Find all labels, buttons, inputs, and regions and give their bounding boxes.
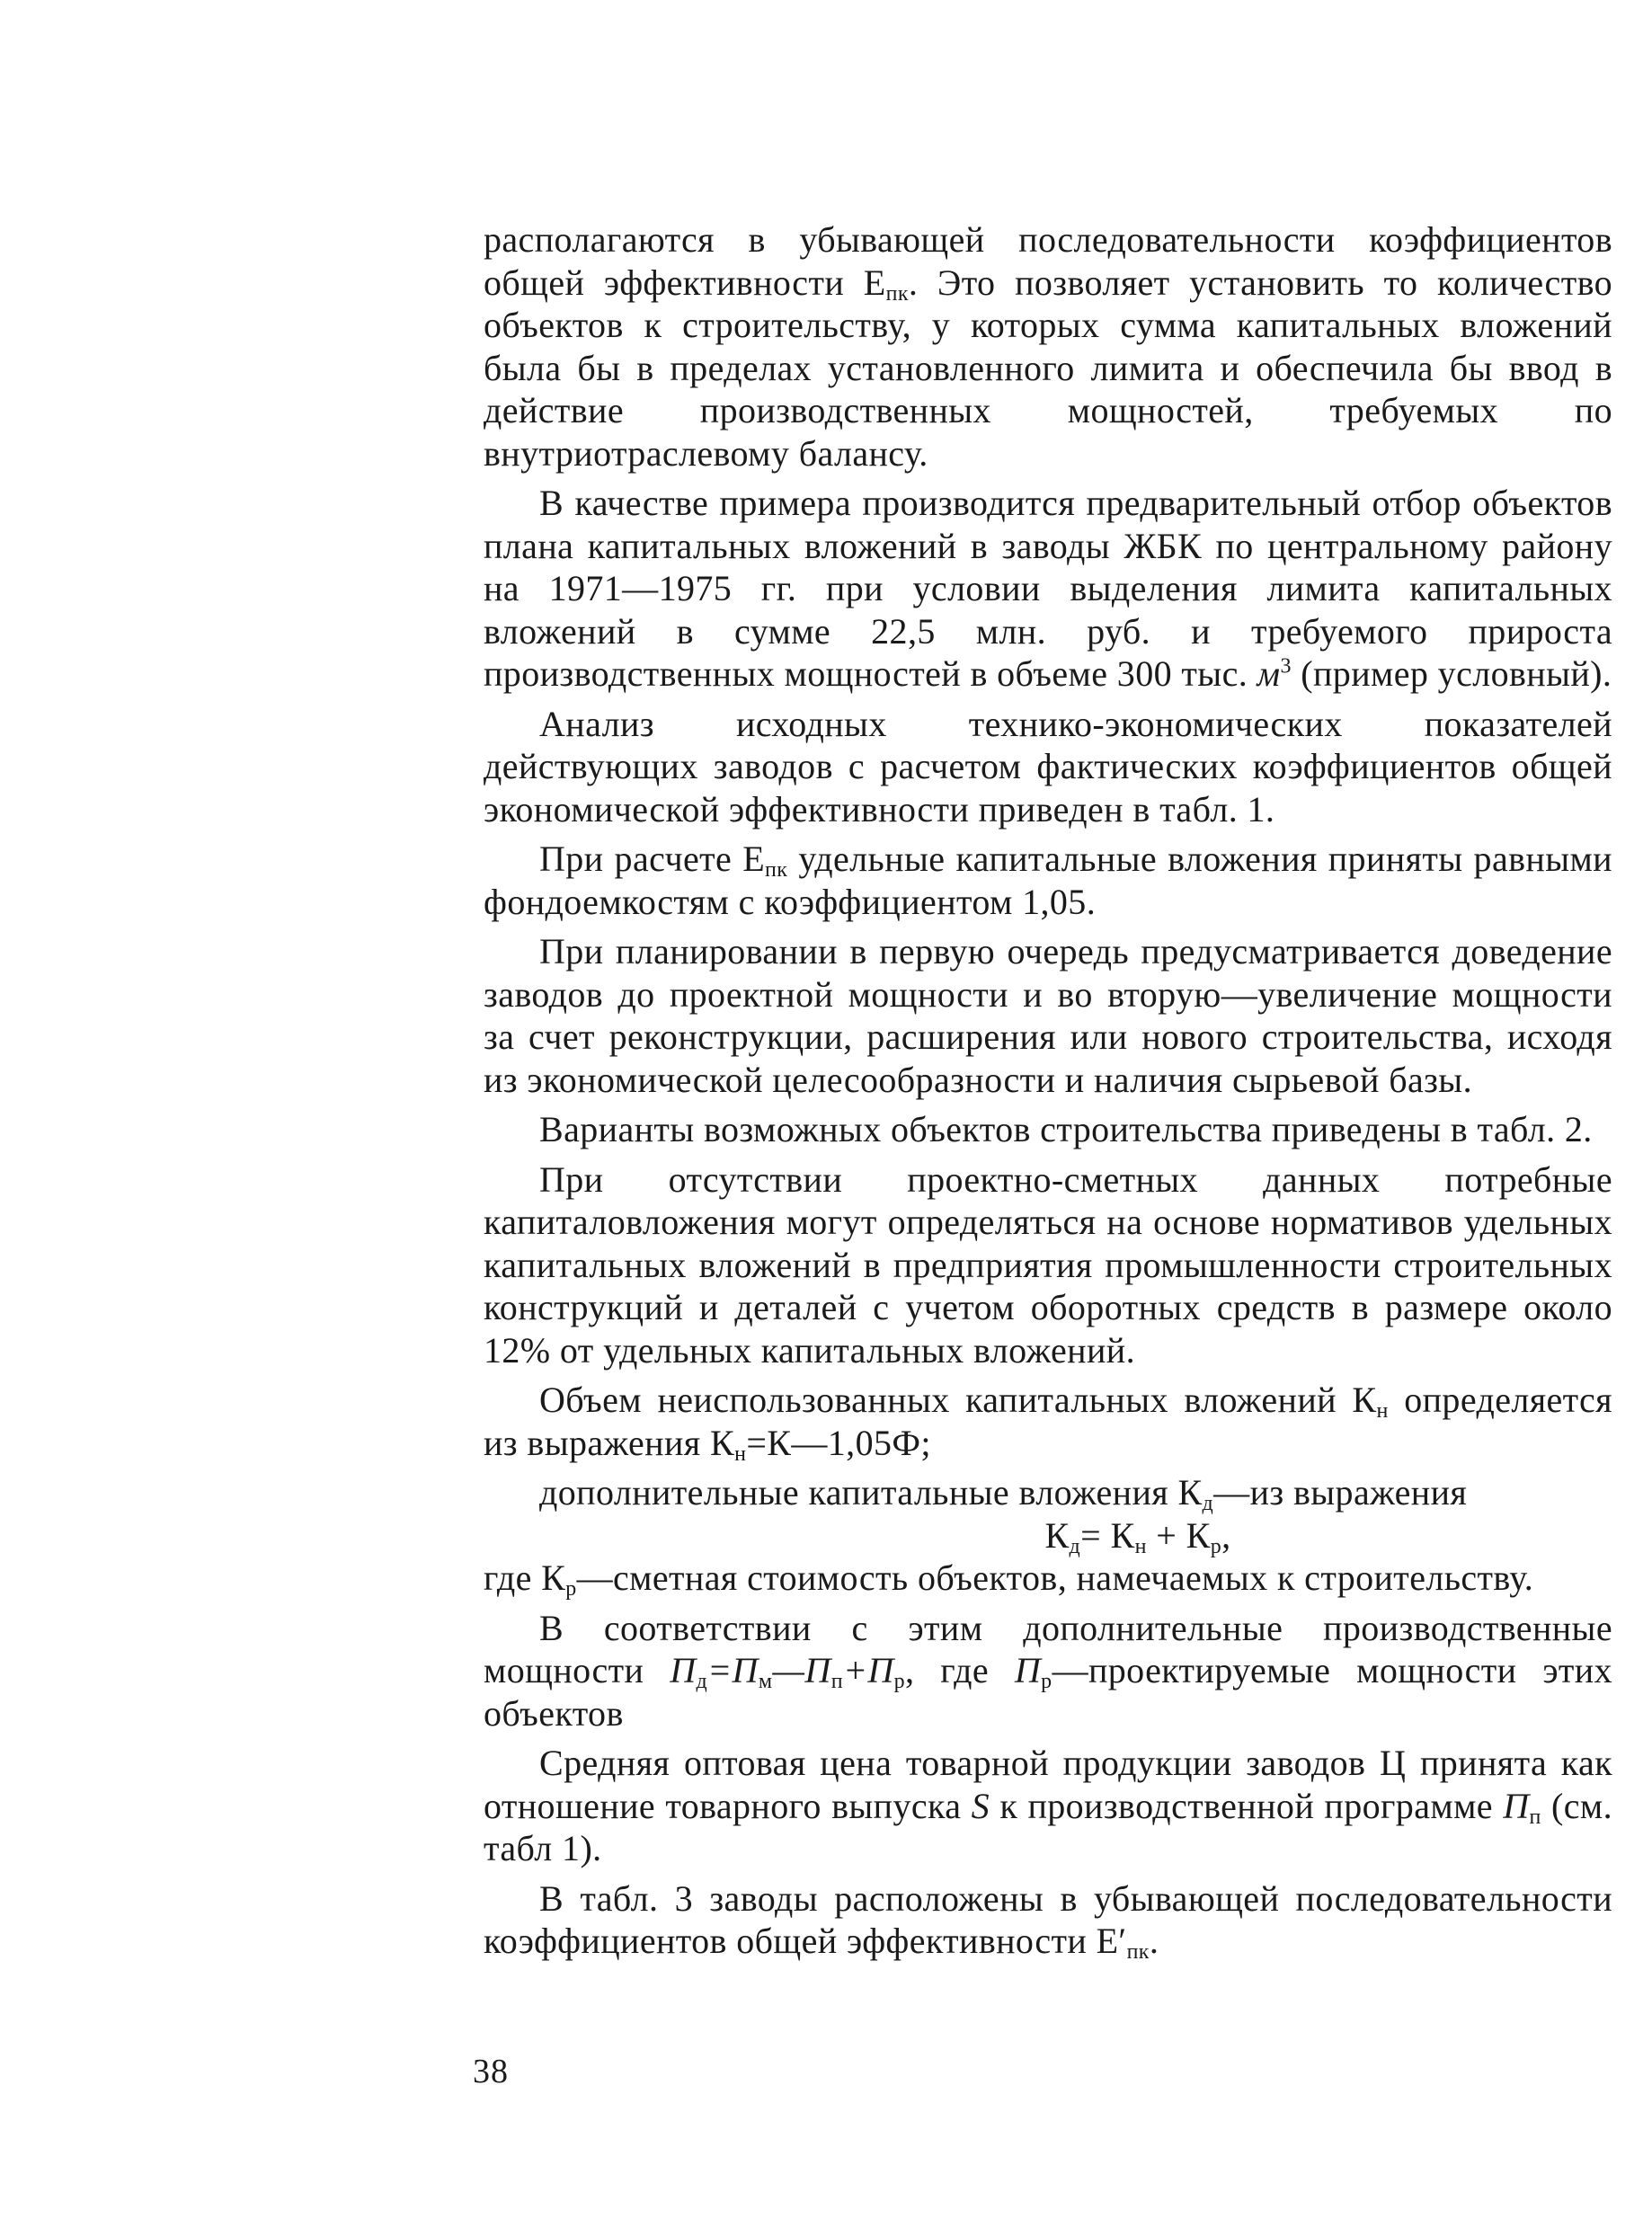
- subscript: пк: [1126, 1940, 1150, 1964]
- text-run: определяется из выражения К: [484, 1380, 1612, 1463]
- text-run: .: [1149, 1921, 1159, 1961]
- text-run: удельные капитальные вложения приняты равными фондоемкостям с коэффициентом 1,05.: [484, 838, 1612, 922]
- subscript: р: [1210, 1534, 1222, 1558]
- subscript: пк: [765, 858, 788, 882]
- page-number: 38: [473, 2053, 509, 2090]
- formula-term: S: [971, 1785, 990, 1826]
- subscript: п: [1529, 1805, 1541, 1829]
- subscript: р: [565, 1577, 577, 1601]
- text-run: В табл. 3 заводы расположены в убывающей последовательности коэффициентов общей эффективности Е′: [484, 1877, 1612, 1961]
- paragraph-8: [484, 1379, 1612, 1464]
- subscript: д: [1202, 1492, 1214, 1515]
- text-run: —проектируемые мощности этих объектов: [484, 1650, 1612, 1734]
- formula-term: —П: [772, 1650, 831, 1690]
- paragraph-5: При планировании в первую очередь предусматривается доведение заводов до проектной мощности и во вторую—увеличение мощности за счет реконструкции, расширения или нового строительства, исходя из экономической целесообразности и наличия сырьевой базы.: [484, 931, 1612, 1100]
- text-run: =К—1,05Ф;: [746, 1422, 931, 1463]
- formula-kd: [484, 1514, 1612, 1557]
- subscript: м: [758, 1670, 773, 1693]
- paragraph-9: [484, 1471, 1612, 1514]
- paragraph-4: [484, 838, 1612, 923]
- formula-term: =П: [707, 1650, 759, 1690]
- subscript: н: [1376, 1399, 1389, 1423]
- text-run: (пример условный).: [1291, 653, 1612, 694]
- subscript: н: [734, 1442, 747, 1466]
- paragraph-11: [484, 1607, 1612, 1735]
- text-run: . Это позволяет установить то количество объектов к строительству, у которых сумма капитальных вложений была бы в пределах установленного лимита и обеспечила бы ввод в действие производственных мощностей, требуемых по внутриотраслевому балансу.: [484, 262, 1612, 474]
- page-body-text: [484, 218, 1612, 1970]
- text-run: В соответствии с этим дополнительные производственные мощности: [484, 1607, 1612, 1690]
- text-run: к производственной программе: [990, 1785, 1504, 1826]
- paragraph-1: [484, 218, 1612, 475]
- subscript: н: [1134, 1534, 1147, 1558]
- text-run: располагаются в убывающей последовательности коэффициентов общей эффективности Е: [484, 219, 1612, 303]
- formula-term: + К: [1146, 1514, 1211, 1556]
- text-run: Объем неиспользованных капитальных вложений К: [539, 1380, 1377, 1420]
- subscript: п: [830, 1670, 843, 1693]
- subscript: р: [893, 1670, 906, 1693]
- text-run: Средняя оптовая цена товарной продукции заводов Ц принята как отношение товарного выпуска: [484, 1743, 1612, 1826]
- formula-term: П: [1503, 1785, 1530, 1826]
- unit-symbol: м: [1257, 653, 1281, 694]
- text-run: В качестве примера производится предварительный отбор объектов плана капитальных вложений в заводы ЖБК по центральному району на 1971—1975 гг. при условии выделения лимита капитальных вложений в сумме 22,5 млн. руб. и требуемого прироста производственных мощностей в объеме 300 тыс.: [484, 483, 1612, 694]
- subscript: пк: [885, 281, 909, 306]
- paragraph-7: При отсутствии проектно-сметных данных потребные капиталовложения могут определяться на основе нормативов удельных капитальных вложений в предприятия промышленности строительных конструкций и деталей с учетом оборотных средств в размере около 12% от удельных капитальных вложений.: [484, 1158, 1612, 1371]
- superscript: 3: [1280, 654, 1292, 679]
- text-run: При расчете Е: [539, 838, 766, 879]
- formula-term: = К: [1080, 1514, 1135, 1556]
- text-run: —сметная стоимость объектов, намечаемых к строительству.: [576, 1557, 1534, 1598]
- subscript: р: [1041, 1670, 1052, 1693]
- paragraph-10: [484, 1557, 1612, 1600]
- formula-term: +П: [842, 1650, 894, 1690]
- paragraph-3: Анализ исходных технико-экономических показателей действующих заводов с расчетом фактических коэффициентов общей экономической эффективности приведен в табл. 1.: [484, 703, 1612, 830]
- text-run: (см. табл 1).: [484, 1785, 1612, 1868]
- formula-term: П: [1014, 1650, 1042, 1690]
- text-run: где К: [484, 1557, 566, 1598]
- formula-term: П: [670, 1650, 697, 1690]
- paragraph-13: [484, 1877, 1612, 1963]
- subscript: д: [696, 1670, 708, 1693]
- paragraph-12: [484, 1742, 1612, 1870]
- formula-term: ,: [1221, 1514, 1231, 1556]
- paragraph-2: [484, 482, 1612, 696]
- text-run: , где: [905, 1650, 1015, 1690]
- text-run: —из выражения: [1213, 1472, 1468, 1513]
- subscript: д: [1069, 1534, 1081, 1558]
- formula-term: К: [1044, 1514, 1070, 1556]
- text-run: дополнительные капитальные вложения К: [539, 1472, 1203, 1513]
- paragraph-6: Варианты возможных объектов строительства приведены в табл. 2.: [539, 1109, 1593, 1149]
